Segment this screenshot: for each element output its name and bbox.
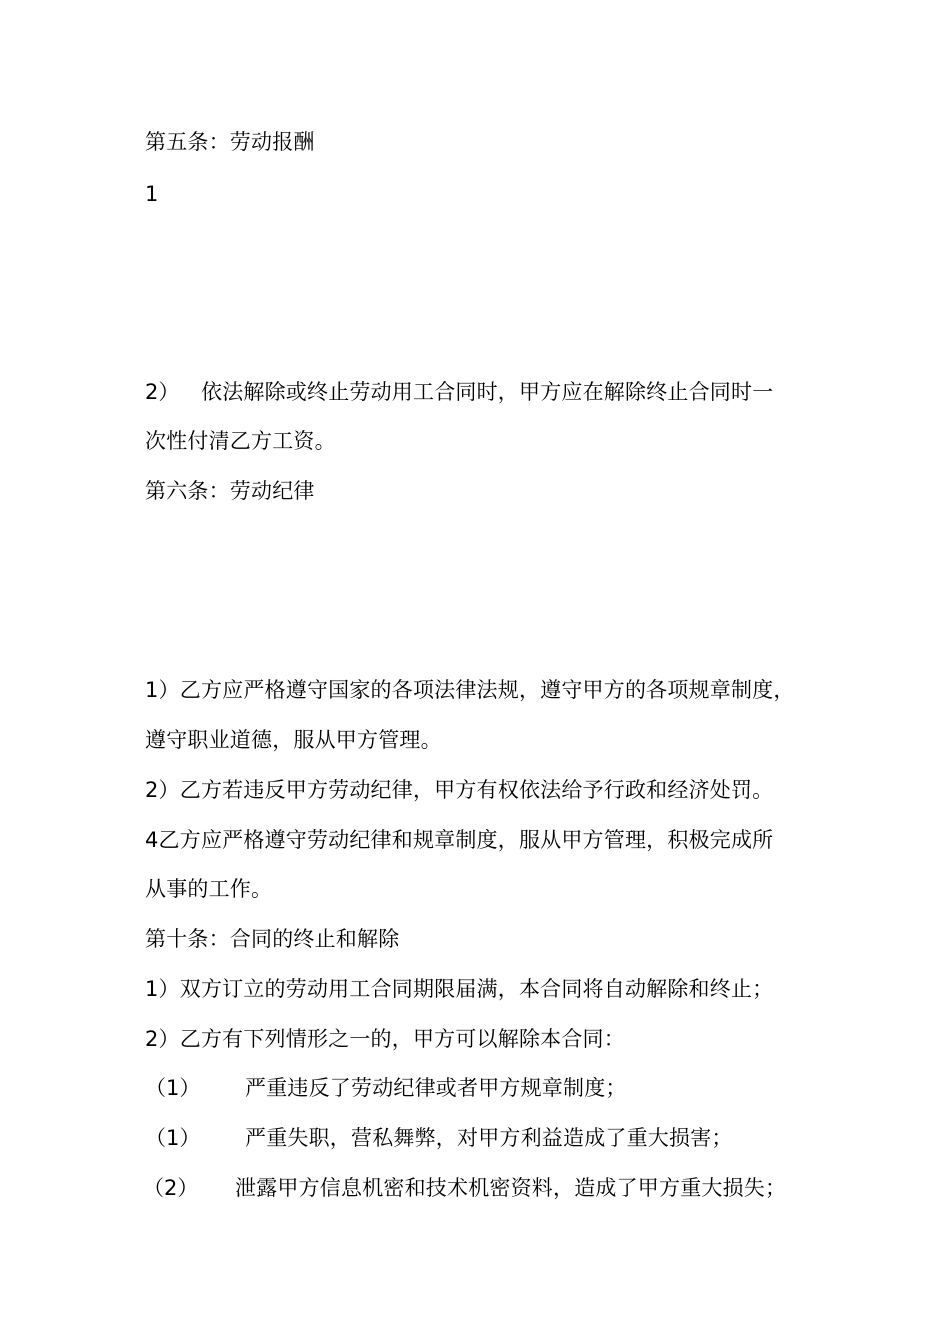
- article6-item4-line2: 从事的工作。: [145, 877, 273, 901]
- article5-item2-line2: 次性付清乙方工资。: [145, 429, 336, 453]
- article6-item4-line1: 4乙方应严格遵守劳动纪律和规章制度，服从甲方管理，积极完成所: [145, 828, 774, 852]
- article10-subitem-number: （1）: [145, 1076, 201, 1100]
- article5-item1-number: 1: [145, 182, 159, 206]
- article6-heading: 第六条：劳动纪律: [145, 479, 315, 503]
- article6-item1-line1: 1）乙方应严格遵守国家的各项法律法规，遵守甲方的各项规章制度，: [145, 678, 795, 702]
- article10-subitem-number: （1）: [145, 1126, 201, 1150]
- article6-item1-line2: 遵守职业道德，服从甲方管理。: [145, 728, 442, 752]
- article5-item2-number: 2）: [145, 380, 180, 404]
- article10-item1: 1）双方订立的劳动用工合同期限届满，本合同将自动解除和终止；: [145, 977, 774, 1001]
- article5-heading: 第五条：劳动报酬: [145, 130, 315, 154]
- article6-item2: 2）乙方若违反甲方劳动纪律，甲方有权依法给予行政和经济处罚。: [145, 778, 774, 802]
- article10-item2: 2）乙方有下列情形之一的，甲方可以解除本合同：: [145, 1027, 625, 1051]
- article10-subitem-text: 严重违反了劳动纪律或者甲方规章制度；: [245, 1076, 627, 1100]
- article10-subitem-text: 严重失职，营私舞弊，对甲方利益造成了重大损害；: [245, 1126, 733, 1150]
- article10-heading: 第十条：合同的终止和解除: [145, 927, 400, 951]
- article10-subitem-text: 泄露甲方信息机密和技术机密资料，造成了甲方重大损失；: [235, 1176, 787, 1200]
- article5-item2-line1: 依法解除或终止劳动用工合同时，甲方应在解除终止合同时一: [201, 380, 774, 404]
- article10-subitem-number: （2）: [143, 1176, 199, 1200]
